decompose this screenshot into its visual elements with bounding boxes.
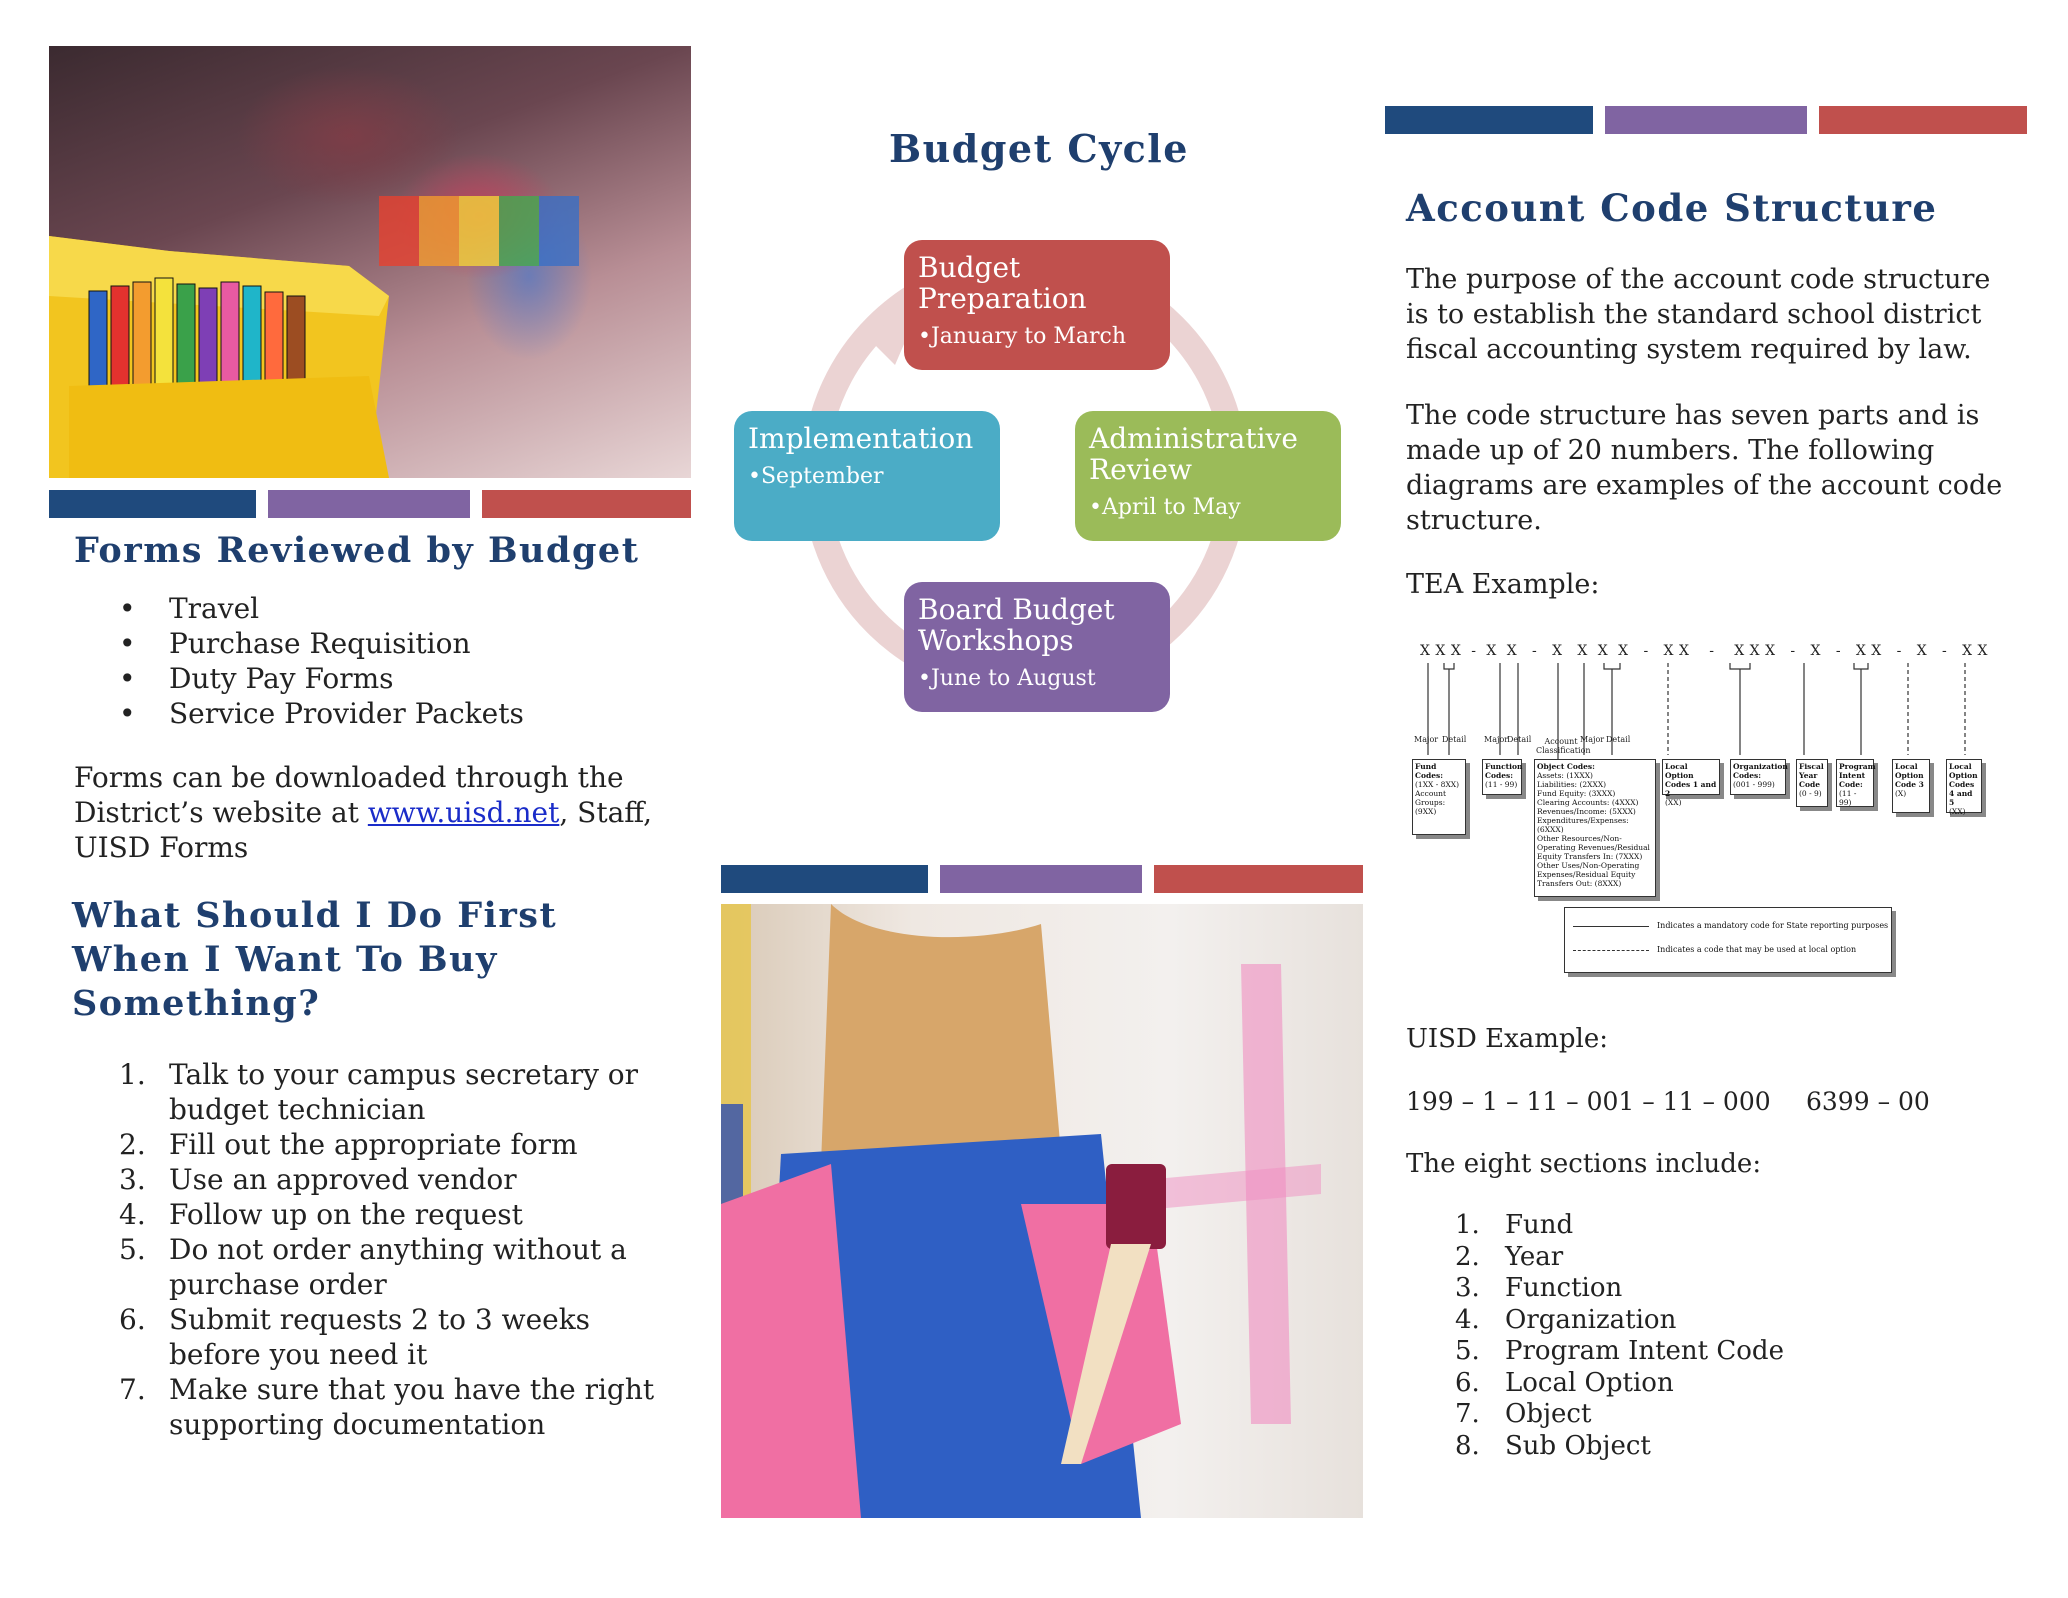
step-text: Follow up on the request (169, 1198, 523, 1231)
section-text: Year (1505, 1241, 1564, 1272)
tea-box-body: (0 - 9) (1799, 789, 1822, 798)
tea-box-title: Local Option Codes 4 and 5 (1949, 762, 1978, 807)
cycle-box-sub: •April to May (1089, 495, 1241, 520)
tea-box-title: Object Codes: (1537, 762, 1595, 771)
list-item (1410, 1305, 1970, 1337)
tea-box-local-option-4-5 (1946, 759, 1982, 816)
cycle-box-sub: •September (748, 464, 884, 489)
forms-heading: Forms Reviewed by Budget (74, 530, 640, 571)
section-number: 3. (1455, 1273, 1480, 1303)
step-number: 6. (119, 1303, 146, 1336)
first-steps-heading: What Should I Do First When I Want To Buy Something? (72, 895, 558, 1024)
tea-label-major: Major (1580, 735, 1605, 744)
tea-legend (1564, 907, 1892, 973)
tea-box-function (1482, 759, 1522, 795)
section-text: Organization (1505, 1304, 1677, 1335)
tea-box-body: (XX) (1665, 798, 1682, 807)
section-text: Function (1505, 1273, 1623, 1303)
tea-box-title: Fund Codes: (1415, 762, 1443, 780)
step-text: Submit requests 2 to 3 weeks before you need it (169, 1303, 591, 1371)
tea-box-body: Assets: (1XXX) Liabilities: (2XXX) Fund Equity: (3XXX) Clearing Accounts: (4XXX) Revenues/Income: (5XXX) Expenditures/Expenses: (6XXX) Other Resources/Non-Operating Revenues/Residual Equity Transfers In: (7XXX) Other Uses/Non-Operating Expenses/Residual Equity Transfers Out: (8XXX) (1537, 771, 1650, 888)
accent-bar-purple (1605, 106, 1807, 134)
section-number: 8. (1455, 1430, 1480, 1461)
accent-bar-purple (940, 865, 1142, 893)
cycle-box-title: Implementation (748, 422, 974, 455)
download-text: Forms can be downloaded through the District’s website at (74, 761, 624, 829)
tea-box-title: Organization Codes: (1733, 762, 1788, 780)
list-item: • Duty Pay Forms (74, 661, 674, 696)
section-number: 4. (1455, 1304, 1480, 1335)
accent-bar-red (482, 490, 691, 518)
cycle-box-title: Board Budget Workshops (918, 593, 1115, 657)
list-item (1410, 1431, 1970, 1463)
tea-box-body: (XX) (1949, 807, 1966, 816)
tea-box-fund (1412, 759, 1466, 835)
cycle-box-implementation (734, 411, 1000, 541)
list-item (1410, 1399, 1970, 1431)
download-paragraph (74, 760, 654, 865)
section-number: 7. (1455, 1399, 1480, 1429)
tea-box-body: (11 - 99) (1485, 780, 1518, 789)
cycle-box-title: Budget Preparation (918, 251, 1087, 315)
step-text: Talk to your campus secretary or budget technician (169, 1058, 639, 1126)
sections-intro: The eight sections include: (1406, 1149, 1762, 1179)
purpose-paragraph: The purpose of the account code structure is to establish the standard school district fiscal accounting system required by law. (1406, 264, 1991, 365)
account-code-heading: Account Code Structure (1406, 186, 1938, 230)
child-painting-photo (721, 904, 1363, 1518)
uisd-code-main: 199 – 1 – 11 – 001 – 11 – 000 (1406, 1087, 1771, 1116)
tea-code-string: X X X - X X - X X X X - X X - X X X - X - X X - X - X X (1420, 643, 1988, 659)
accent-bar-blue (1385, 106, 1593, 134)
tea-box-title: Local Option Code 3 (1895, 762, 1924, 789)
download-text-end: , Staff, UISD Forms (74, 796, 653, 864)
structure-paragraph: The code structure has seven parts and is made up of 20 numbers. The following diagrams are examples of the account code structure. (1406, 400, 2003, 536)
tea-label-major: Major (1484, 735, 1509, 744)
step-number: 4. (119, 1198, 146, 1231)
tea-box-title: Program Intent Code: (1839, 762, 1876, 789)
cycle-box-review (1075, 411, 1341, 541)
uisd-example-label: UISD Example: (1406, 1024, 1609, 1054)
tea-label-detail: Detail (1442, 735, 1467, 744)
section-text: Local Option (1505, 1367, 1674, 1398)
list-item (1410, 1210, 1970, 1242)
tea-label-detail: Detail (1606, 735, 1631, 744)
forms-list (74, 591, 674, 731)
cycle-box-title: Administrative Review (1089, 422, 1298, 486)
accent-bar-red (1819, 106, 2027, 134)
cycle-box-sub: •June to August (918, 666, 1096, 691)
tea-box-local-option-3 (1892, 759, 1930, 813)
list-item: • Purchase Requisition (74, 626, 674, 661)
cycle-box-preparation (904, 240, 1170, 370)
section-number: 5. (1455, 1336, 1480, 1366)
list-item (74, 1057, 674, 1127)
step-number: 1. (119, 1058, 146, 1091)
budget-cycle-title: Budget Cycle (889, 126, 1189, 171)
tea-box-body: (1XX - 8XX) Account Groups: (9XX) (1415, 780, 1460, 816)
list-item (74, 1127, 674, 1162)
legend-dashed-text: Indicates a code that may be used at local option (1657, 945, 1857, 954)
accent-bar-purple (268, 490, 470, 518)
tea-box-title: Function Codes: (1485, 762, 1523, 780)
accent-bar-red (1154, 865, 1363, 893)
list-item (74, 1197, 674, 1232)
tea-example-label: TEA Example: (1406, 569, 1600, 600)
step-number: 3. (119, 1163, 146, 1196)
tea-box-title: Fiscal Year Code (1799, 762, 1824, 789)
step-text: Fill out the appropriate form (169, 1128, 578, 1161)
cycle-box-board (904, 582, 1170, 712)
tea-box-fiscal-year (1796, 759, 1828, 807)
crayons-photo (49, 46, 691, 478)
section-number: 2. (1455, 1241, 1480, 1272)
tea-label-account-classification: Account Classification (1536, 737, 1591, 755)
section-number: 6. (1455, 1367, 1480, 1398)
list-item (74, 1162, 674, 1197)
section-text: Program Intent Code (1505, 1336, 1784, 1366)
cycle-box-sub: •January to March (918, 324, 1127, 349)
list-item (1410, 1336, 1970, 1368)
tea-box-organization (1730, 759, 1786, 795)
list-item (74, 1232, 674, 1302)
website-link[interactable]: www.uisd.net (367, 796, 560, 829)
legend-solid-text: Indicates a mandatory code for State reporting purposes (1657, 921, 1889, 930)
accent-bar-blue (721, 865, 928, 893)
tea-box-title: Local Option Codes 1 and 2 (1665, 762, 1717, 798)
tea-box-body: (001 - 999) (1733, 780, 1775, 789)
tea-box-body: (11 - 99) (1839, 789, 1857, 807)
list-item (74, 1372, 674, 1442)
list-item: • Service Provider Packets (74, 696, 674, 731)
step-number: 2. (119, 1128, 146, 1161)
section-text: Object (1505, 1399, 1592, 1429)
step-text: Do not order anything without a purchase order (169, 1233, 627, 1301)
tea-box-local-option-1-2 (1662, 759, 1720, 807)
tea-box-program-intent (1836, 759, 1874, 807)
steps-list (74, 1057, 674, 1442)
list-item (1410, 1273, 1970, 1305)
tea-label-detail: Detail (1507, 735, 1532, 744)
step-number: 7. (119, 1373, 146, 1406)
tea-box-body: (X) (1895, 789, 1907, 798)
step-text: Make sure that you have the right supporting documentation (169, 1373, 655, 1441)
list-item (1410, 1242, 1970, 1274)
section-text: Fund (1505, 1210, 1574, 1240)
list-item (74, 1302, 674, 1372)
uisd-code-object: 6399 – 00 (1806, 1087, 1930, 1116)
tea-label-major: Major (1414, 735, 1439, 744)
list-item (1410, 1368, 1970, 1400)
step-number: 5. (119, 1233, 146, 1266)
tea-box-object (1534, 759, 1656, 897)
accent-bar-blue (49, 490, 256, 518)
sections-list (1410, 1210, 1970, 1462)
section-number: 1. (1455, 1210, 1480, 1240)
tea-code-diagram (1406, 635, 2006, 985)
list-item: • Travel (74, 591, 674, 626)
step-text: Use an approved vendor (169, 1163, 517, 1196)
section-text: Sub Object (1505, 1430, 1651, 1461)
